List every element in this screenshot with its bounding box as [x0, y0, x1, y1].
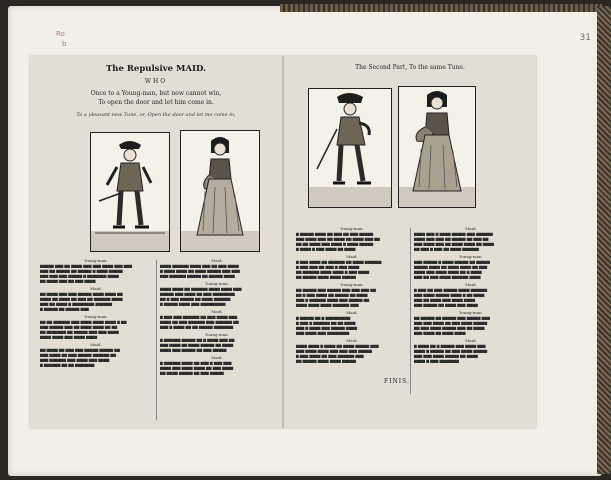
verse-column-left-2: Maid. ▆▆▆▆ ▆▆▆▆▆▆ ▆▆▆▆ ▆▆▆ ▆▆ ▆▆▆ ▆▆▆▆ ▆ ▆▆▆▆ ▆▆▆▆ ▆▆ ▆▆▆▆ ▆▆▆▆▆ ▆▆▆ ▆▆▆ ▆▆▆ ▆▆▆▆▆▆ ▆▆▆▆▆ ▆▆ ▆▆▆▆▆ ▆▆▆▆ Young-man. ▆▆▆▆ ▆▆▆▆ ▆▆ ▆▆▆▆▆▆ ▆▆▆▆ ▆▆▆▆ ▆▆▆ ▆▆▆▆▆ ▆▆▆ ▆▆▆▆ ▆▆ ▆▆▆ ▆▆▆▆▆▆▆▆ ▆▆ ▆ ▆▆▆ ▆▆▆▆▆ ▆▆ ▆▆▆▆ ▆▆▆▆▆▆ ▆ ▆▆▆▆▆ ▆▆▆▆ ▆▆▆ ▆▆▆▆▆▆▆▆▆ Maid. ▆ ▆▆▆ ▆▆▆ ▆▆▆▆▆▆ ▆▆ ▆▆▆ ▆▆▆▆ ▆▆▆ ▆▆▆▆ ▆▆ ▆▆▆ ▆▆▆▆▆▆ ▆▆▆ ▆▆▆▆▆▆ ▆▆ ▆▆▆ ▆ ▆▆▆▆ ▆▆ ▆▆ ▆▆▆▆▆ ▆▆▆▆▆▆▆ Young-man. ▆ ▆▆▆▆▆▆ ▆▆▆▆▆ ▆▆ ▆ ▆▆▆▆ ▆▆▆ ▆▆ ▆▆▆ ▆▆▆▆ ▆▆ ▆▆▆▆ ▆▆▆▆▆ ▆▆ ▆▆▆▆ ▆▆▆▆ ▆▆▆ ▆▆▆▆▆ ▆▆ ▆▆▆ ▆▆▆▆▆ Maid. ▆ ▆▆▆▆▆▆ ▆▆▆▆ ▆▆ ▆▆▆ ▆ ▆▆▆ ▆▆▆ ▆▆▆▆ ▆▆▆ ▆▆▆▆ ▆▆▆▆ ▆▆ ▆▆▆ ▆▆▆▆ ▆▆ ▆▆▆▆ ▆▆▆▆▆ ▆▆ ▆▆▆ ▆▆▆▆▆	[160, 256, 274, 376]
woodcut-young-man	[90, 132, 170, 252]
speaker-heading: Young-man.	[205, 332, 229, 337]
woodcut-maid-figure	[399, 87, 475, 207]
speaker-heading: Maid.	[211, 258, 223, 263]
column-rule	[156, 260, 157, 420]
tune-line: To a pleasant new Tune, or, Open the door and let me come in.	[76, 112, 236, 118]
margin-note-1: Ro	[56, 30, 65, 38]
speaker-heading: Young-man.	[205, 281, 229, 286]
speaker-heading: Young-man.	[340, 282, 364, 287]
speaker-heading: Young-man.	[84, 258, 108, 263]
speaker-heading: Maid.	[346, 310, 358, 315]
verse-column-right-2: Maid. ▆▆▆▆ ▆▆▆ ▆ ▆▆▆▆ ▆▆▆▆▆ ▆▆▆ ▆▆▆▆▆▆ ▆▆▆▆ ▆▆▆ ▆▆▆ ▆▆ ▆▆▆▆▆ ▆▆ ▆▆▆ ▆▆ ▆▆▆ ▆▆▆▆ ▆▆▆ ▆▆ ▆▆▆▆ ▆▆▆▆ ▆▆ ▆▆▆▆ ▆▆ ▆▆▆ ▆ ▆▆▆ ▆▆ ▆▆▆▆ ▆▆▆▆▆▆ Young-man. ▆▆▆ ▆▆▆▆▆ ▆ ▆▆▆▆ ▆▆▆▆▆ ▆▆ ▆▆▆▆▆ ▆▆▆▆▆ ▆▆▆▆ ▆▆ ▆▆▆▆ ▆▆▆▆ ▆▆ ▆▆▆ ▆▆▆▆ ▆▆▆ ▆▆▆▆ ▆▆▆▆ ▆▆ ▆ ▆▆▆▆ ▆▆▆ ▆▆ ▆▆▆ ▆▆▆▆ ▆▆▆▆▆▆ ▆▆▆▆ Maid. ▆ ▆▆▆ ▆▆ ▆▆▆ ▆▆▆▆▆ ▆▆▆▆ ▆▆▆▆▆▆ ▆▆▆ ▆▆▆▆ ▆▆▆▆▆ ▆▆▆▆ ▆ ▆▆ ▆▆▆▆ ▆▆▆ ▆▆ ▆▆▆▆ ▆▆▆ ▆▆▆▆ ▆▆▆▆ ▆▆▆ ▆▆▆▆▆ ▆▆ ▆▆▆▆ ▆▆▆ ▆▆▆▆ Young-man. ▆▆ ▆▆▆▆▆ ▆▆ ▆▆▆▆▆ ▆▆▆ ▆▆▆▆▆ ▆▆▆ ▆▆▆ ▆▆▆ ▆▆▆▆ ▆▆ ▆▆▆ ▆▆▆▆ ▆▆▆▆▆ ▆▆ ▆▆▆ ▆▆▆▆ ▆▆▆▆▆ ▆▆▆ ▆▆ ▆▆▆▆ ▆▆▆ ▆▆▆▆ ▆▆ ▆▆▆▆ ▆▆▆▆ Maid. ▆ ▆▆▆▆ ▆▆ ▆ ▆▆▆▆▆ ▆▆▆ ▆▆▆▆ ▆▆▆ ▆▆▆▆ ▆ ▆▆▆▆▆ ▆▆ ▆▆▆ ▆▆▆▆ ▆▆▆▆▆ ▆▆▆ ▆▆▆ ▆▆▆▆ ▆▆▆▆▆ ▆▆ ▆▆▆▆ ▆▆▆▆ ▆ ▆▆▆ ▆▆▆▆▆▆▆	[414, 224, 528, 364]
speaker-heading: Young-man.	[340, 226, 364, 231]
speaker-heading: Maid.	[465, 282, 477, 287]
woodcut-maid	[180, 130, 260, 252]
woodcut-man-figure	[309, 89, 391, 207]
speaker-heading: Young-man.	[84, 314, 108, 319]
folio-number: 31	[579, 33, 591, 43]
subtitle-line-1: Once to a Young-man, but now cannot win,	[90, 90, 222, 97]
woodcut-maid-figure	[181, 131, 259, 251]
album-top-border	[280, 4, 602, 12]
speaker-heading: Maid.	[90, 286, 102, 291]
album-right-border	[597, 6, 611, 474]
speaker-heading: Maid.	[346, 254, 358, 259]
speaker-heading: Maid.	[465, 338, 477, 343]
woodcut-man-figure	[91, 133, 169, 251]
verse-column-left-1: Young-man. ▆▆▆▆▆ ▆▆▆ ▆▆ ▆▆▆▆ ▆▆▆ ▆▆▆ ▆▆▆▆ ▆▆▆ ▆▆▆ ▆▆▆ ▆▆ ▆▆▆▆▆ ▆▆ ▆▆▆▆▆ ▆ ▆▆▆▆ ▆▆▆▆▆ ▆▆▆ ▆▆▆ ▆▆▆ ▆▆▆▆▆ ▆ ▆▆▆▆▆▆▆ ▆▆▆▆ ▆▆ ▆▆▆▆ ▆▆▆ ▆▆ ▆▆▆ ▆▆▆▆ Maid. ▆▆ ▆▆▆▆ ▆▆▆ ▆▆▆ ▆▆▆▆▆ ▆▆▆▆ ▆▆▆▆ ▆▆ ▆▆▆▆ ▆▆ ▆▆▆▆ ▆▆ ▆▆▆ ▆▆ ▆▆▆▆▆▆ ▆▆▆▆ ▆▆▆ ▆▆ ▆▆▆▆ ▆ ▆▆▆▆▆▆▆▆ ▆▆▆▆▆▆ ▆ ▆▆▆▆▆ ▆▆ ▆▆▆▆▆ ▆▆▆ Young-man. ▆▆ ▆▆ ▆▆▆▆▆▆ ▆▆▆ ▆▆▆▆ ▆▆▆▆ ▆▆▆▆ ▆ ▆▆ ▆▆▆ ▆▆▆▆▆ ▆▆▆ ▆▆ ▆▆▆▆ ▆▆▆▆ ▆▆ ▆▆ ▆▆ ▆▆▆▆▆▆▆ ▆▆ ▆▆▆▆▆ ▆▆▆ ▆▆▆ ▆▆▆▆ ▆▆▆▆ ▆▆▆▆ ▆▆▆ ▆▆▆▆ ▆▆▆▆ Maid. ▆▆ ▆▆▆▆ ▆▆ ▆▆▆ ▆▆▆ ▆▆▆▆▆ ▆▆▆▆▆ ▆▆ ▆▆▆ ▆▆▆▆ ▆▆ ▆▆▆ ▆▆▆▆▆ ▆▆▆▆▆▆ ▆▆ ▆▆▆ ▆▆▆▆▆▆ ▆▆▆ ▆▆▆▆ ▆▆▆ ▆▆▆▆ ▆ ▆▆▆▆▆▆ ▆▆ ▆▆ ▆▆▆▆▆▆▆	[40, 256, 152, 368]
ballad-who: WHO	[144, 78, 168, 85]
finis-label: FINIS.	[384, 378, 410, 385]
speaker-heading: Maid.	[211, 309, 223, 314]
speaker-heading: Maid.	[90, 342, 102, 347]
speaker-heading: Young-man.	[459, 254, 483, 259]
speaker-heading: Young-man.	[459, 310, 483, 315]
woodcut-young-man-2	[308, 88, 392, 208]
verse-column-right-1: Young-man. ▆ ▆▆▆▆▆ ▆▆▆▆ ▆▆ ▆▆▆ ▆▆ ▆▆▆ ▆▆▆▆▆ ▆▆▆ ▆▆▆▆ ▆▆▆ ▆▆ ▆▆▆▆ ▆▆ ▆▆▆▆ ▆▆▆ ▆▆ ▆▆ ▆▆ ▆▆▆▆ ▆▆▆ ▆▆▆▆ ▆ ▆▆▆▆ ▆▆▆▆▆ ▆ ▆▆▆▆ ▆ ▆▆▆ ▆▆▆▆ ▆▆ ▆▆▆▆ Maid. ▆ ▆▆▆ ▆▆▆▆ ▆▆ ▆▆▆▆▆▆ ▆▆ ▆▆▆▆ ▆▆▆▆▆▆ ▆ ▆▆▆ ▆▆▆ ▆▆ ▆▆▆ ▆ ▆▆▆ ▆▆▆▆ ▆▆ ▆▆▆▆▆▆ ▆▆▆▆ ▆▆▆▆ ▆ ▆▆▆ ▆▆▆▆ ▆▆ ▆▆▆▆▆ ▆▆▆▆ ▆▆▆▆ ▆▆▆▆▆ Young-man. ▆▆ ▆▆▆▆▆ ▆▆▆ ▆▆▆▆▆ ▆▆▆ ▆▆▆ ▆▆▆ ▆▆ ▆▆ ▆ ▆▆▆ ▆▆▆▆ ▆▆ ▆▆▆▆▆ ▆▆ ▆▆▆▆ ▆▆▆ ▆ ▆▆▆▆▆▆ ▆▆▆▆ ▆▆▆ ▆▆▆▆▆ ▆▆ ▆▆▆▆ ▆▆▆▆ ▆▆▆▆ ▆▆▆▆▆▆ ▆▆▆ Maid. ▆ ▆▆▆▆▆ ▆▆ ▆ ▆▆▆▆▆▆▆▆▆ ▆ ▆▆▆ ▆ ▆▆▆▆▆▆ ▆▆ ▆▆ ▆▆▆▆ ▆▆▆ ▆ ▆▆▆▆ ▆▆▆ ▆▆▆▆▆ ▆▆▆▆ ▆▆▆ ▆▆▆▆ ▆▆▆ ▆▆▆▆▆▆▆▆ Maid. ▆▆▆▆ ▆▆▆▆ ▆ ▆▆▆▆ ▆▆ ▆▆▆▆ ▆▆▆▆▆ ▆▆▆ ▆▆▆ ▆▆▆▆ ▆▆▆▆ ▆▆▆ ▆▆▆ ▆▆▆ ▆▆▆▆▆ ▆ ▆▆▆ ▆▆▆▆ ▆▆ ▆▆▆ ▆▆▆▆▆▆ ▆▆▆ ▆▆ ▆▆▆▆▆ ▆▆▆▆ ▆▆▆▆ ▆▆▆▆▆	[296, 224, 408, 364]
woodcut-maid-2	[398, 86, 476, 208]
broadside-right-half	[284, 56, 536, 428]
subtitle-line-2: To open the door and let him come in.	[98, 99, 214, 106]
broadside-left-half	[30, 56, 282, 428]
speaker-heading: Maid.	[211, 355, 223, 360]
speaker-heading: Maid.	[346, 338, 358, 343]
margin-note-2: b	[62, 40, 67, 48]
column-rule	[410, 228, 411, 394]
ballad-title: The Repulsive MAID.	[105, 64, 207, 74]
speaker-heading: Maid.	[465, 226, 477, 231]
broadside-sheet	[30, 56, 536, 428]
second-part-title: The Second Part, To the same Tune.	[355, 64, 465, 71]
